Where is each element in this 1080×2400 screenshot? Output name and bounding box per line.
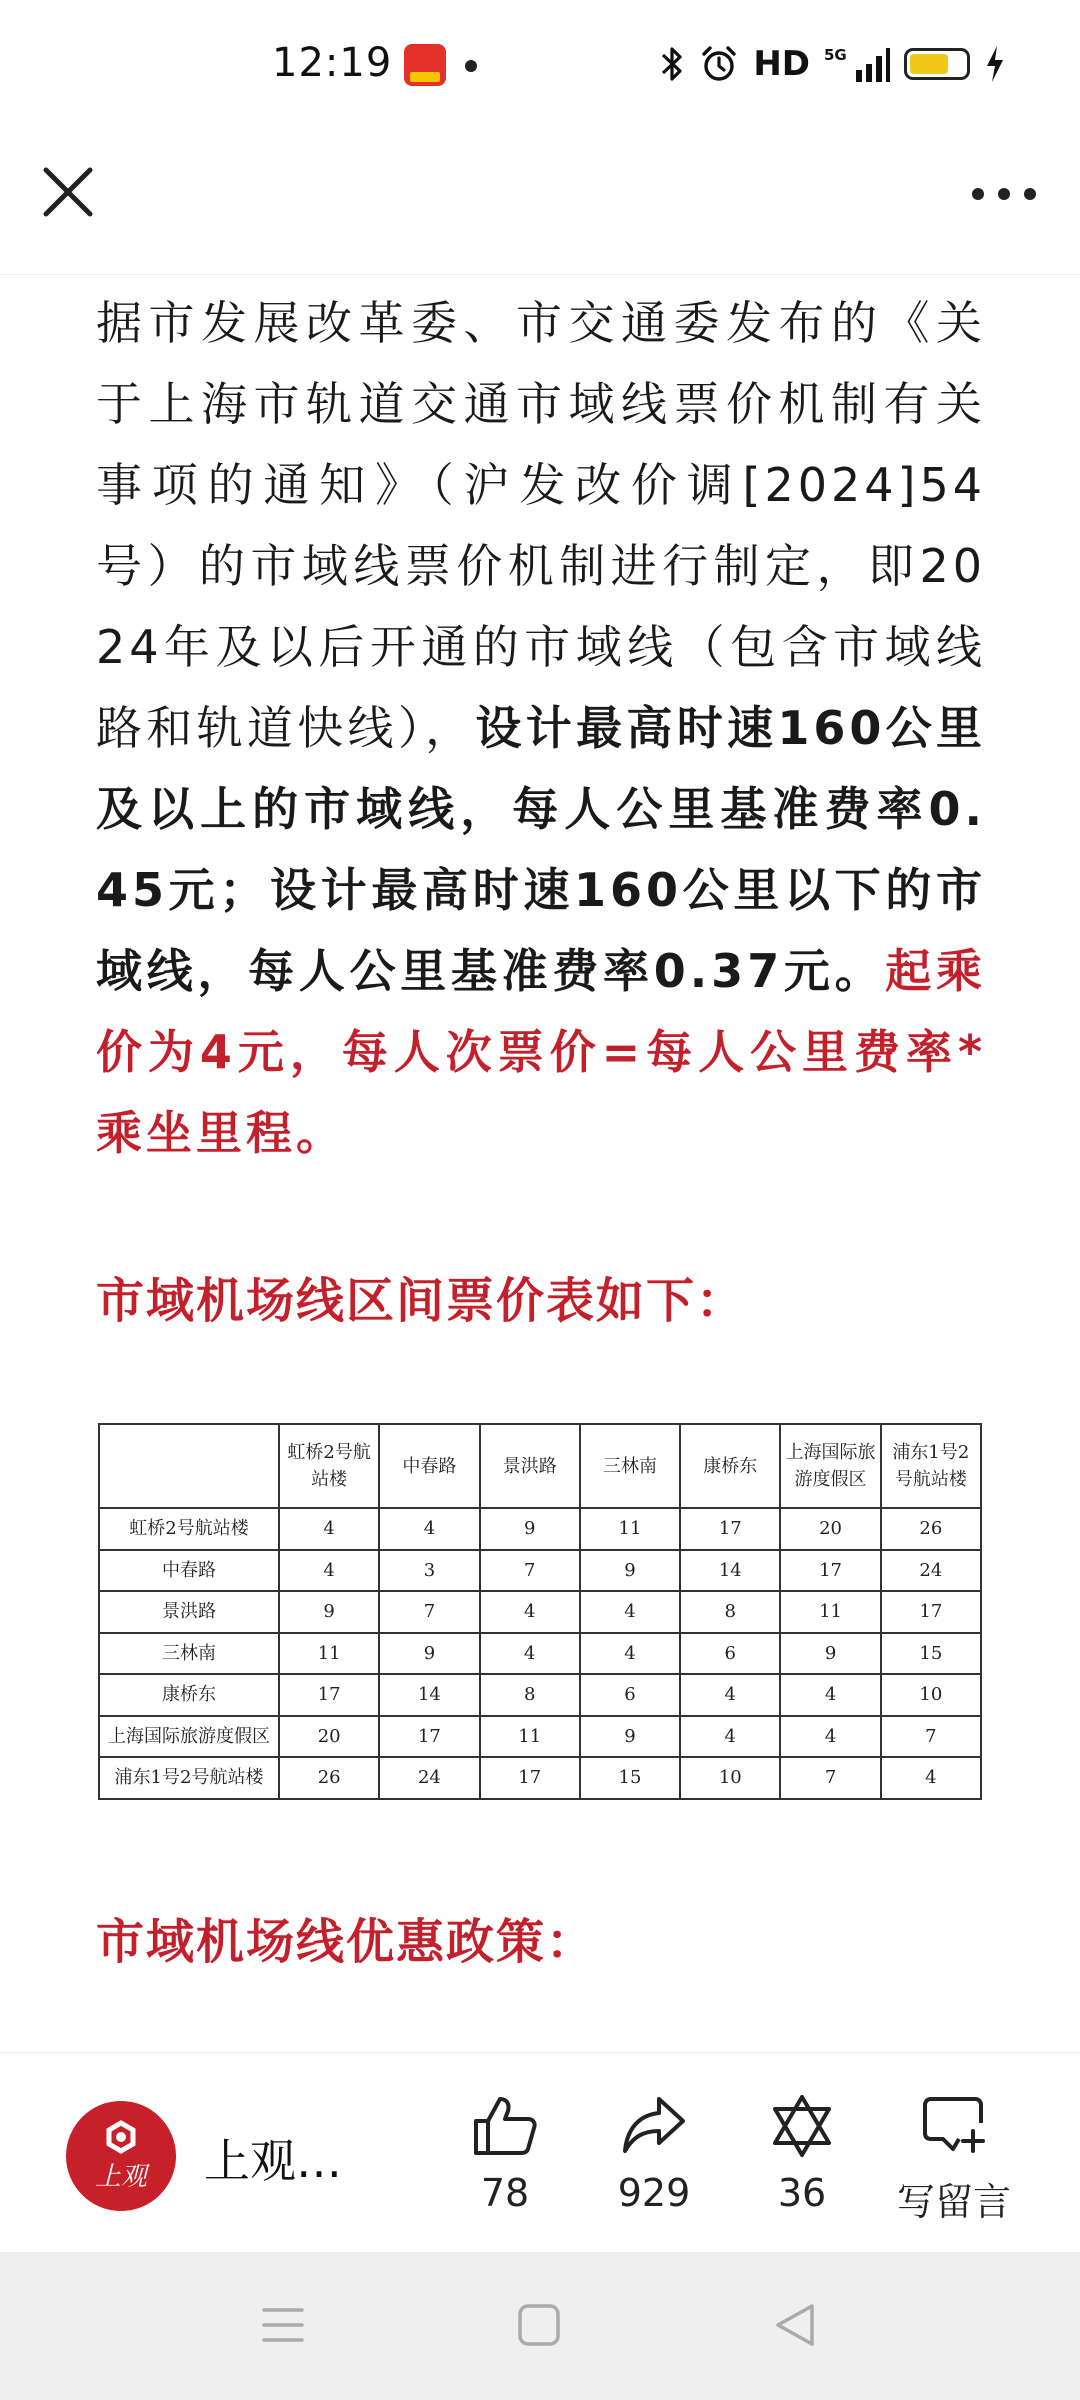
share-arrow-icon [619,2093,689,2159]
fare-cell: 20 [780,1508,880,1550]
favorite-button[interactable] [737,2093,867,2215]
fare-column-header: 康桥东 [680,1424,780,1508]
back-triangle-icon[interactable] [770,2302,820,2348]
fare-cell: 15 [580,1757,680,1799]
fare-cell: 17 [279,1674,379,1716]
fare-cell: 4 [580,1633,680,1675]
fare-row [99,1757,981,1799]
write-comment-button[interactable] [884,2093,1024,2226]
fare-cell: 4 [680,1716,780,1758]
fare-cell: 17 [881,1591,981,1633]
star-of-david-icon [767,2093,837,2159]
fare-cell: 4 [279,1508,379,1550]
fare-cell: 7 [881,1716,981,1758]
fare-cell: 26 [279,1757,379,1799]
publisher-name[interactable]: 上观… [204,2134,342,2188]
thumbs-up-icon [470,2093,540,2159]
fare-cell: 17 [780,1550,880,1592]
fare-cell: 17 [480,1757,580,1799]
fare-cell: 8 [680,1591,780,1633]
menu-icon[interactable] [258,2302,308,2348]
fare-cell: 9 [580,1550,680,1592]
fare-row [99,1550,981,1592]
fare-cell: 24 [379,1757,479,1799]
paragraph-text: 据市发展改革委、市交通委发布的《关于上海市轨道交通市域线票价机制有关事项的通知》（沪发改价调[2024]54号）的市域线票价机制进行制定，即2024年及以后开通的市域线（包含市域线路和轨道快线）， [96,296,986,755]
fare-row [99,1674,981,1716]
fare-cell: 17 [379,1716,479,1758]
fare-column-header: 上海国际旅游度假区 [780,1424,880,1508]
publisher-logo[interactable] [66,2101,176,2211]
fare-cell: 9 [279,1591,379,1633]
fare-cell: 6 [680,1633,780,1675]
fare-cell: 14 [680,1550,780,1592]
fare-cell: 20 [279,1716,379,1758]
system-nav-bar [0,2252,1080,2400]
write-comment-label: 写留言 [896,2180,1011,2224]
fare-cell: 8 [480,1674,580,1716]
paragraph-bold-text: 设计最高时速160公里及以上的市域线，每人公里基准费率0.45元；设计最高时速160公里以下的市域线，每人公里基准费率0.37元。 [96,701,986,998]
battery-icon [904,48,970,80]
fare-column-header: 中春路 [379,1424,479,1508]
fare-cell: 17 [680,1508,780,1550]
fare-cell: 11 [279,1633,379,1675]
fare-row-station: 上海国际旅游度假区 [99,1716,279,1758]
fare-cell: 3 [379,1550,479,1592]
fare-cell: 4 [780,1716,880,1758]
fare-cell: 4 [780,1674,880,1716]
status-time: 12:19 [272,40,393,86]
fare-cell: 11 [780,1591,880,1633]
fare-cell: 7 [780,1757,880,1799]
fare-cell: 11 [480,1716,580,1758]
fare-column-header: 三林南 [580,1424,680,1508]
fare-cell: 9 [580,1716,680,1758]
status-bar [0,0,1080,130]
discount-policy-heading: 市域机场线优惠政策： [96,1914,597,1970]
like-button[interactable] [440,2093,570,2215]
fare-cell: 9 [480,1508,580,1550]
article-paragraph [96,283,986,1174]
fare-row [99,1508,981,1550]
fare-row-station: 中春路 [99,1550,279,1592]
fare-cell: 9 [379,1633,479,1675]
fare-column-header: 景洪路 [480,1424,580,1508]
publisher-logo-icon [66,2101,176,2211]
article-body [96,275,986,1174]
paragraph-red-text: 起乘价为4元，每人次票价=每人公里费率*乘坐里程。 [96,944,986,1160]
fare-header-row [99,1424,981,1508]
like-count: 78 [480,2171,530,2215]
fare-cell: 24 [881,1550,981,1592]
fare-cell: 10 [881,1674,981,1716]
action-bar [0,2052,1080,2252]
fare-row-station: 虹桥2号航站楼 [99,1508,279,1550]
fare-table-heading: 市域机场线区间票价表如下： [96,1273,747,1329]
fare-cell: 7 [379,1591,479,1633]
fare-cell: 7 [480,1550,580,1592]
share-button[interactable] [589,2093,719,2215]
fare-row-station: 浦东1号2号航站楼 [99,1757,279,1799]
bluetooth-icon [659,44,685,84]
publisher-logo-text: 上观 [94,2162,148,2192]
fare-column-header: 浦东1号2号航站楼 [881,1424,981,1508]
share-count: 929 [617,2171,691,2215]
fare-cell: 26 [881,1508,981,1550]
fare-row-station: 康桥东 [99,1674,279,1716]
hd-label: HD [753,44,810,84]
fare-cell: 9 [780,1633,880,1675]
fare-row [99,1591,981,1633]
top-nav [0,130,1080,275]
fare-cell: 15 [881,1633,981,1675]
favorite-count: 36 [777,2171,827,2215]
fare-row-station: 景洪路 [99,1591,279,1633]
fare-cell: 4 [480,1591,580,1633]
fare-cell: 11 [580,1508,680,1550]
charging-icon [984,44,1006,84]
fare-cell: 4 [580,1591,680,1633]
fare-matrix [98,1423,982,1800]
close-icon[interactable] [36,160,100,224]
shopping-1212-icon [404,44,446,86]
fare-cell: 4 [680,1674,780,1716]
fare-row [99,1633,981,1675]
fare-column-header: 虹桥2号航站楼 [279,1424,379,1508]
fare-corner-cell [99,1424,279,1508]
fare-cell: 4 [279,1550,379,1592]
fare-row-station: 三林南 [99,1633,279,1675]
more-horizontal-icon[interactable] [968,170,1040,218]
fare-cell: 4 [881,1757,981,1799]
notification-dot-icon [465,60,477,72]
fare-cell: 6 [580,1674,680,1716]
fare-cell: 14 [379,1674,479,1716]
status-icons [659,42,1006,86]
fare-cell: 4 [379,1508,479,1550]
fare-table [98,1423,982,1797]
fare-row [99,1716,981,1758]
svg-text:5G: 5G [824,46,847,64]
home-square-icon[interactable] [514,2302,564,2348]
fare-cell: 10 [680,1757,780,1799]
signal-5g-icon [824,44,890,84]
alarm-icon [699,44,739,84]
fare-cell: 4 [480,1633,580,1675]
comment-add-icon [919,2093,989,2159]
